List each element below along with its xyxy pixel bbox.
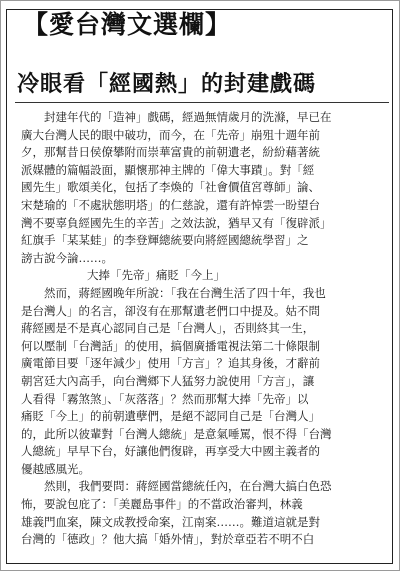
article-headline: 冷眼看「經國熱」的封建戲碼 [17,71,317,97]
body-line: 宋楚瑜的「不處狀態明塔」的仁慈說，還有許悼雲一盼望台 [21,197,320,212]
body-line: 國先生」歌頌美化，包括了李煥的「社會價值宮尊師」論、 [21,180,320,195]
article-body [21,109,389,549]
body-line: 蔣經國是不是真心認同自己是「台灣人」，否則終其一生， [21,321,315,336]
headline-divider [15,102,389,103]
body-line: 謗古說今論……。 [21,250,113,265]
body-line: 派媒體的篇幅設面，顯懷那神主牌的「偉大事蹟」。對「經 [21,162,315,177]
body-line: 灣不要辜負經國先生的辛苦」之效法說，猶早又有「復辟派」 [21,215,332,230]
body-line: 何以壓制「台灣話」的使用，搞個廣播電視法第二十條限制 [21,338,320,353]
body-line: 封建年代的「造神」戲碼，經過無情歲月的洗滌，早已在 [21,110,332,124]
body-line: 夕，那幫昔日侯僚攀附而崇華富貴的前朝遺老，紛紛藉著統 [21,145,320,160]
body-line: 然而，蔣經國晚年所說：「我在台灣生活了四十年，我也 [21,285,326,300]
body-line: 廣大台灣人民的眼中破功，而今，在「先帝」崩殂十週年前 [21,127,320,142]
body-line: 然則，我們要問：蔣經國當總統任內，在台灣大搞白色恐 [21,479,332,494]
body-line: 朝宮廷大內高手，向台灣鄉下人猛努力說使用「方言」，讓 [21,373,315,388]
body-line: 台灣的「德政」？他大搞「婚外情」，對於章亞若不明不白 [21,532,315,547]
body-line: 的，此所以彼輩對「台灣人總統」是意氣唾罵，恨不得「台灣 [21,426,332,441]
body-line: 紅旗手「某某蛙」的李登輝總統要向將經國總統學習」之 [21,233,309,248]
body-line: 怖，要說包庇了：「美麗島事件」的不當政治審判，林義 [21,497,303,512]
body-line: 人看得「霧煞煞」、「灰落落」？然而那幫大捧「先帝」以 [21,391,309,406]
body-line: 優越感風光。 [21,461,90,476]
section-subheading: 大捧「先帝」痛貶「今上」 [87,268,225,283]
body-line: 是台灣人」的名言，卻沒有在那幫遺老們口中提及。姑不問 [21,303,320,318]
body-line: 人總統」早早下台，好讓他們復辟，再享受大中國主義者的 [21,444,320,459]
body-line: 廣電節目要「逐年減少」使用「方言」？追其身後，才辭前 [21,356,320,371]
column-title: 【愛台灣文選欄】 [23,10,232,39]
body-line: 痛貶「今上」的前朝遺孽們，是絕不認同自己是「台灣人」 [21,409,320,424]
body-line: 雄義門血案，陳文成教授命案，江南案……。難道這就是對 [21,514,320,529]
